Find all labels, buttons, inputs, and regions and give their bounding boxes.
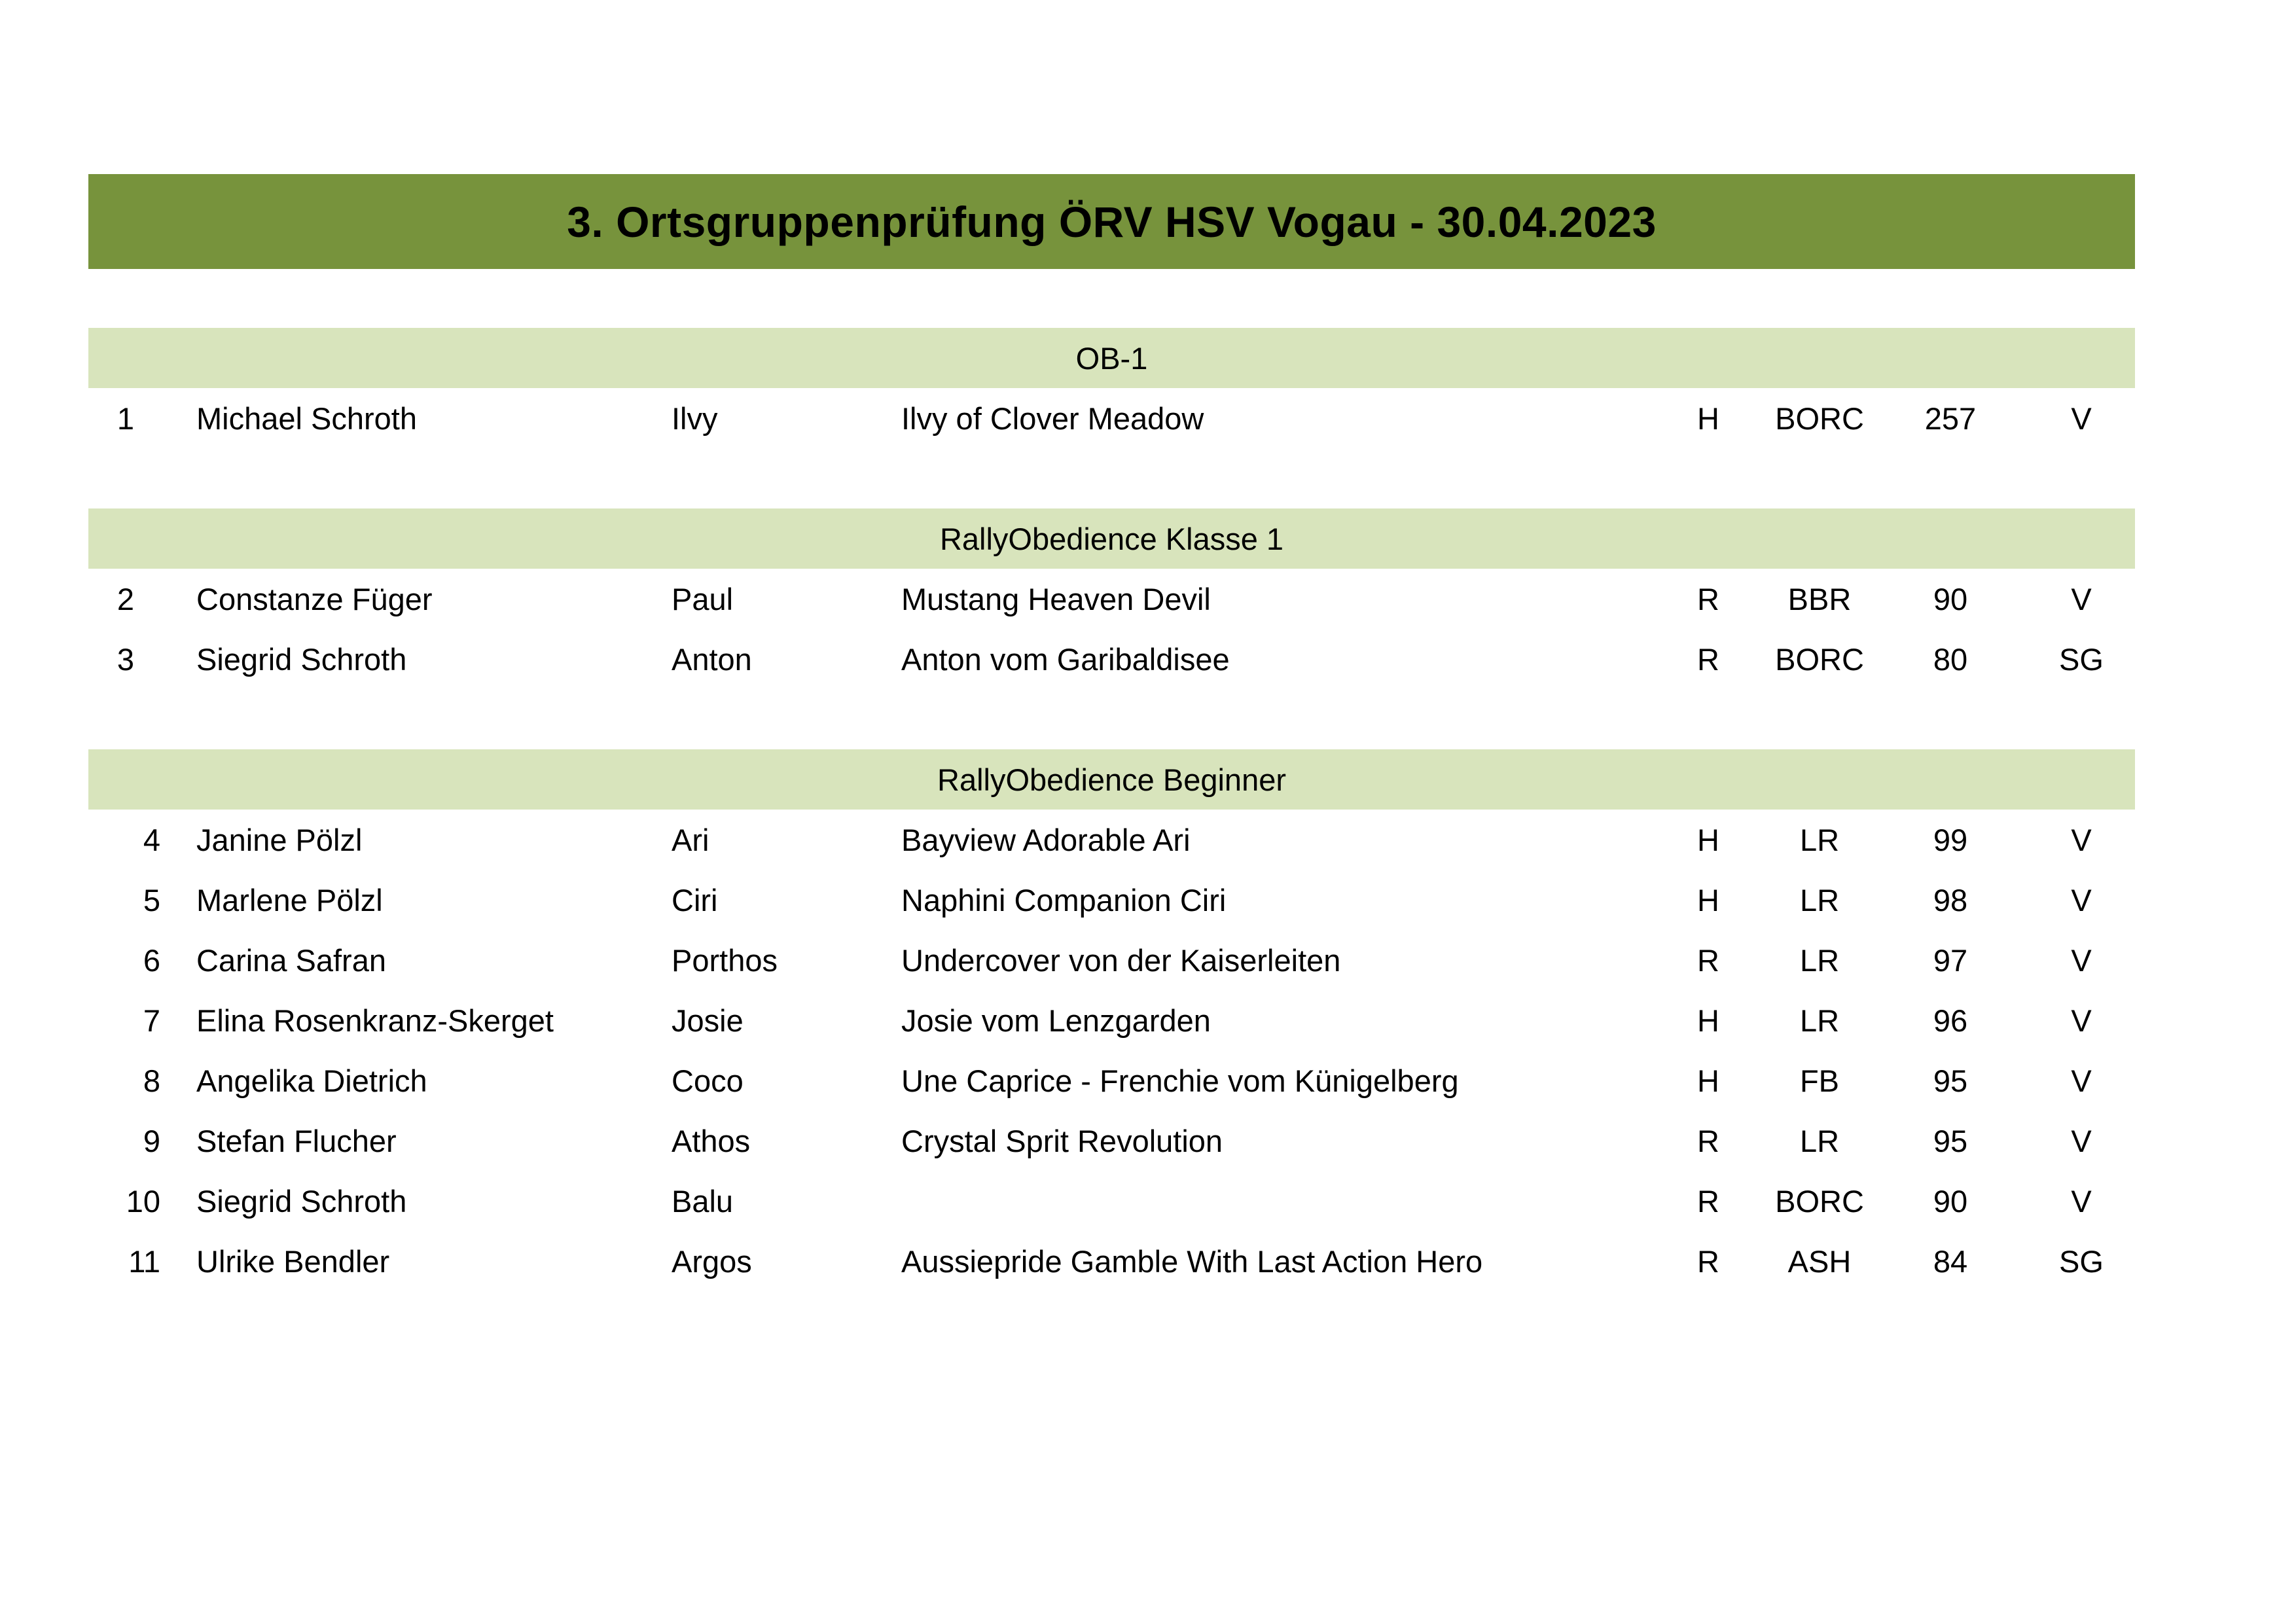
rank-cell: 1 [117, 401, 134, 436]
dog-name-cell: Ari [672, 822, 709, 857]
dog-name-cell: Balu [672, 1183, 734, 1219]
handler-cell: Michael Schroth [196, 401, 417, 436]
dog-name-cell: Anton [672, 641, 752, 677]
table-row [88, 629, 2135, 689]
breed-cell: LR [1799, 882, 1840, 918]
rank-cell: 7 [143, 1003, 160, 1038]
dog-name-cell: Paul [672, 581, 734, 616]
registered-name-cell: Bayview Adorable Ari [901, 822, 1191, 857]
breed-cell: BORC [1775, 401, 1864, 436]
handler-cell: Stefan Flucher [196, 1123, 397, 1158]
registered-name-cell: Undercover von der Kaiserleiten [901, 942, 1341, 978]
sex-cell: R [1697, 581, 1719, 616]
table-row [88, 1111, 2135, 1171]
dog-name-cell: Porthos [672, 942, 778, 978]
registered-name-cell: Mustang Heaven Devil [901, 581, 1211, 616]
registered-name-cell: Crystal Sprit Revolution [901, 1123, 1223, 1158]
sex-cell: R [1697, 1183, 1719, 1219]
dog-name-cell: Coco [672, 1063, 744, 1098]
handler-cell: Angelika Dietrich [196, 1063, 427, 1098]
handler-cell: Janine Pölzl [196, 822, 363, 857]
grade-cell: V [2071, 1063, 2092, 1098]
registered-name-cell: Une Caprice - Frenchie vom Künigelberg [901, 1063, 1459, 1098]
rank-cell: 8 [143, 1063, 160, 1098]
rank-cell: 10 [126, 1183, 160, 1219]
points-cell: 90 [1933, 581, 1968, 616]
table-row [88, 1050, 2135, 1111]
registered-name-cell: Naphini Companion Ciri [901, 882, 1227, 918]
dog-name-cell: Argos [672, 1243, 752, 1279]
results-section [88, 508, 2135, 689]
dog-name-cell: Ciri [672, 882, 718, 918]
points-cell: 98 [1933, 882, 1968, 918]
grade-cell: SG [2059, 641, 2104, 677]
breed-cell: LR [1799, 1123, 1840, 1158]
sex-cell: H [1697, 822, 1719, 857]
table-row [88, 930, 2135, 990]
sex-cell: H [1697, 1003, 1719, 1038]
breed-cell: ASH [1787, 1243, 1852, 1279]
rank-cell: 4 [143, 822, 160, 857]
rank-cell: 9 [143, 1123, 160, 1158]
rank-cell: 6 [143, 942, 160, 978]
handler-cell: Carina Safran [196, 942, 386, 978]
handler-cell: Elina Rosenkranz-Skerget [196, 1003, 554, 1038]
registered-name-cell: Aussiepride Gamble With Last Action Hero [901, 1243, 1483, 1279]
points-cell: 257 [1924, 401, 1977, 436]
handler-cell: Constanze Füger [196, 581, 433, 616]
table-row [88, 870, 2135, 930]
points-cell: 95 [1933, 1123, 1968, 1158]
breed-cell: BBR [1787, 581, 1852, 616]
breed-cell: LR [1799, 822, 1840, 857]
table-row [88, 1171, 2135, 1231]
sex-cell: R [1697, 641, 1719, 677]
table-row [88, 569, 2135, 629]
points-cell: 97 [1933, 942, 1968, 978]
grade-cell: SG [2059, 1243, 2104, 1279]
breed-cell: LR [1799, 1003, 1840, 1038]
grade-cell: V [2071, 822, 2092, 857]
rank-cell: 5 [143, 882, 160, 918]
grade-cell: V [2071, 1183, 2092, 1219]
grade-cell: V [2071, 942, 2092, 978]
sex-cell: H [1697, 401, 1719, 436]
rank-cell: 3 [117, 641, 134, 677]
table-row [88, 1231, 2135, 1291]
table-row [88, 990, 2135, 1050]
section-header: RallyObedience Beginner [88, 749, 2135, 810]
sex-cell: R [1697, 1243, 1719, 1279]
rank-cell: 11 [128, 1243, 160, 1279]
sex-cell: R [1697, 942, 1719, 978]
results-sheet [88, 174, 2135, 1291]
points-cell: 80 [1933, 641, 1968, 677]
rank-cell: 2 [117, 581, 134, 616]
points-cell: 96 [1933, 1003, 1968, 1038]
grade-cell: V [2071, 581, 2092, 616]
breed-cell: BORC [1775, 1183, 1864, 1219]
results-section [88, 328, 2135, 448]
registered-name-cell: Josie vom Lenzgarden [901, 1003, 1211, 1038]
breed-cell: LR [1799, 942, 1840, 978]
registered-name-cell: Ilvy of Clover Meadow [901, 401, 1204, 436]
points-cell: 99 [1933, 822, 1968, 857]
results-sections [88, 328, 2135, 1291]
sex-cell: H [1697, 882, 1719, 918]
points-cell: 95 [1933, 1063, 1968, 1098]
section-header: RallyObedience Klasse 1 [88, 508, 2135, 569]
grade-cell: V [2071, 1123, 2092, 1158]
breed-cell: FB [1799, 1063, 1840, 1098]
breed-cell: BORC [1775, 641, 1864, 677]
handler-cell: Ulrike Bendler [196, 1243, 390, 1279]
table-row [88, 810, 2135, 870]
table-row [88, 388, 2135, 448]
registered-name-cell: Anton vom Garibaldisee [901, 641, 1230, 677]
grade-cell: V [2071, 882, 2092, 918]
handler-cell: Marlene Pölzl [196, 882, 383, 918]
section-header: OB-1 [88, 328, 2135, 388]
grade-cell: V [2071, 1003, 2092, 1038]
dog-name-cell: Ilvy [672, 401, 718, 436]
points-cell: 90 [1933, 1183, 1968, 1219]
sex-cell: H [1697, 1063, 1719, 1098]
results-section [88, 749, 2135, 1291]
dog-name-cell: Athos [672, 1123, 751, 1158]
handler-cell: Siegrid Schroth [196, 641, 407, 677]
page-title: 3. Ortsgruppenprüfung ÖRV HSV Vogau - 30.04.2023 [88, 174, 2135, 269]
handler-cell: Siegrid Schroth [196, 1183, 407, 1219]
dog-name-cell: Josie [672, 1003, 744, 1038]
points-cell: 84 [1933, 1243, 1968, 1279]
sex-cell: R [1697, 1123, 1719, 1158]
grade-cell: V [2071, 401, 2092, 436]
